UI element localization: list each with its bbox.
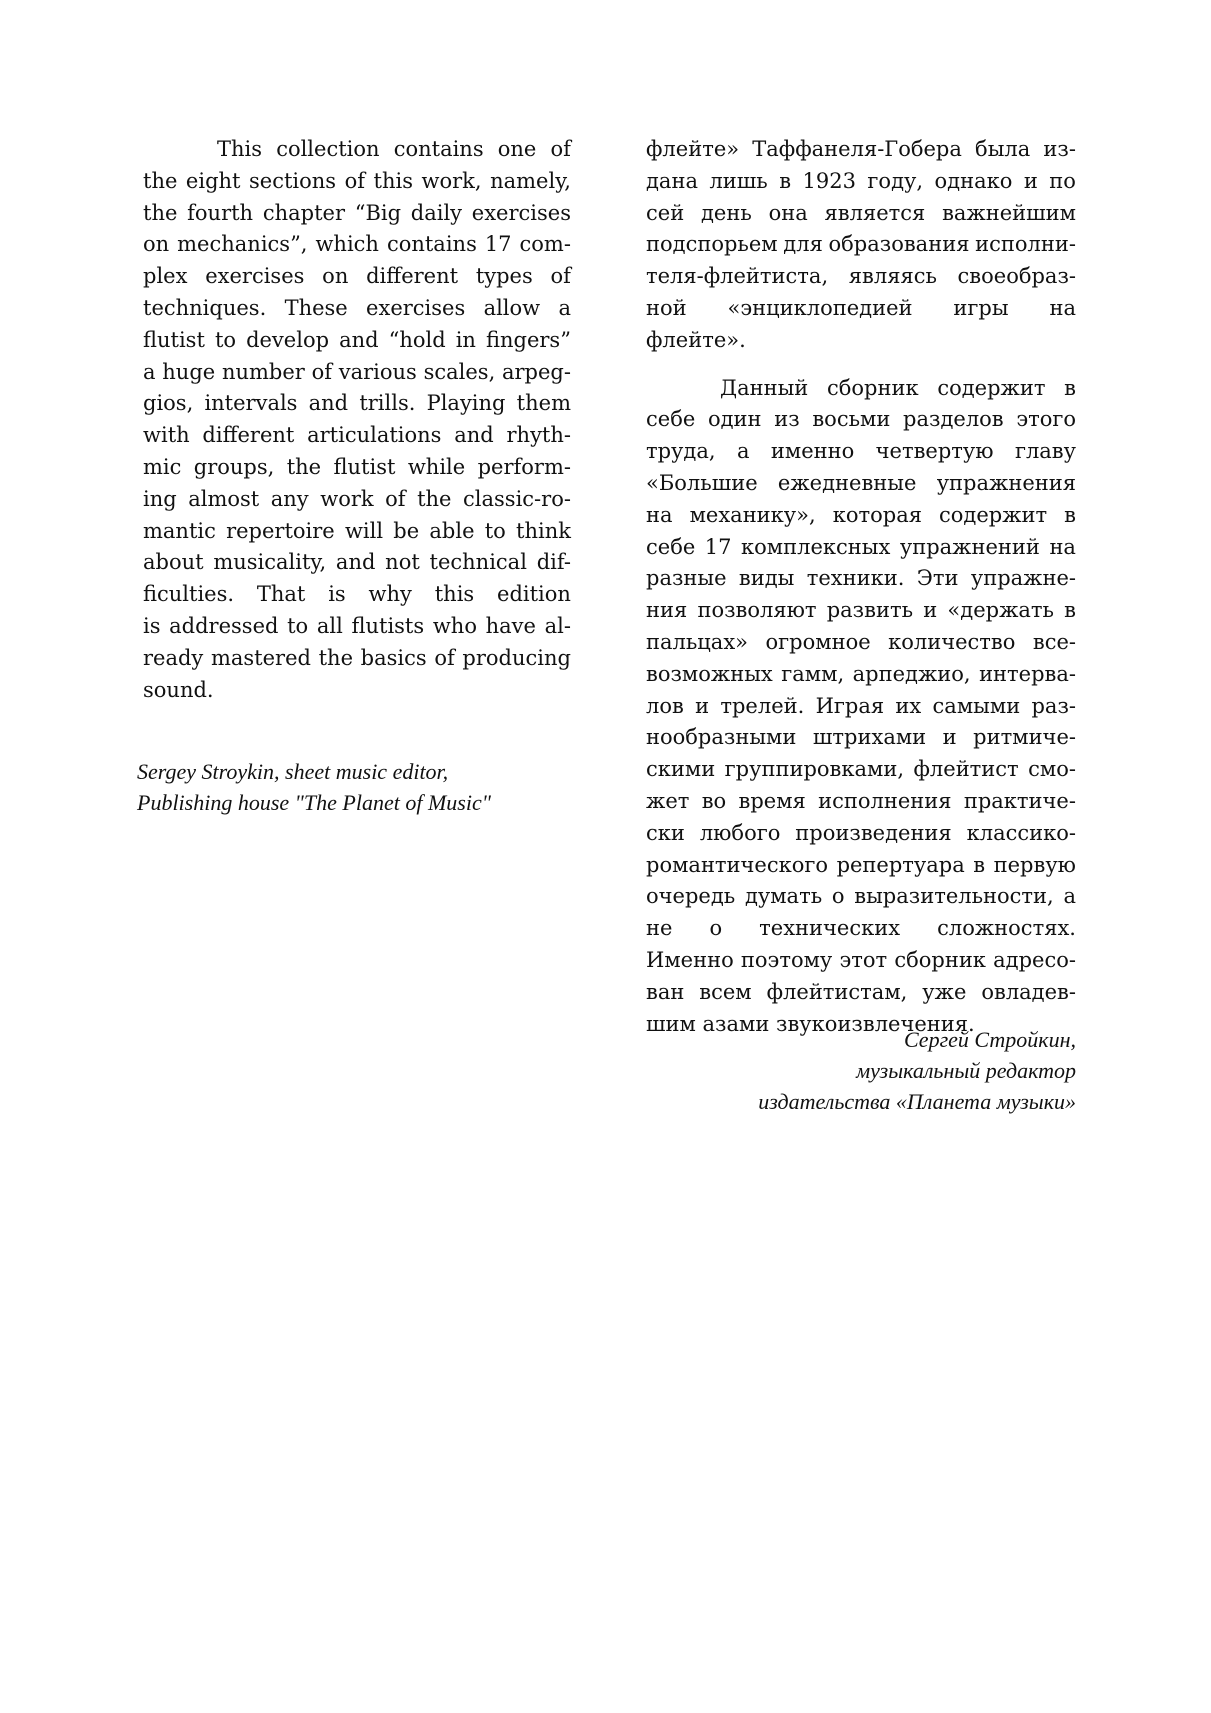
word: of: [550, 137, 571, 161]
word: Playing: [426, 391, 506, 416]
word: очередь: [646, 884, 736, 909]
word: ной: [646, 295, 687, 320]
word: техники.: [806, 566, 905, 591]
text-line: [143, 611, 571, 643]
word: время: [738, 788, 806, 813]
word: труда,: [646, 439, 716, 464]
text-line: [143, 643, 571, 675]
word: why: [368, 582, 412, 607]
word: the: [417, 486, 452, 511]
word: механику»,: [689, 502, 816, 527]
text-line: [143, 325, 571, 357]
word: восьми: [812, 407, 891, 432]
word: дана: [646, 168, 698, 193]
word: ежедневные: [777, 470, 917, 495]
word: This: [217, 137, 263, 161]
word: о: [709, 916, 723, 941]
word: игры: [953, 295, 1009, 320]
word: в: [779, 168, 792, 193]
word: different: [202, 423, 295, 448]
word: a: [558, 295, 571, 320]
text-line: [646, 945, 1076, 977]
word: этот: [839, 947, 888, 972]
word: лишь: [709, 168, 768, 193]
word: allow: [483, 295, 541, 320]
text-line: [143, 452, 571, 484]
word: to: [287, 613, 309, 638]
word: подспорьем: [646, 232, 778, 257]
word: to: [484, 518, 506, 543]
text-line: [143, 198, 571, 230]
word: Играя: [815, 693, 885, 718]
word: of: [385, 486, 406, 511]
word: of: [344, 168, 366, 193]
word: trills.: [359, 391, 416, 416]
word: теля-флейтиста,: [646, 264, 829, 289]
english-signature: [137, 756, 557, 818]
word: think: [516, 518, 571, 543]
word: исполнения: [818, 788, 952, 813]
text-line: [646, 563, 1076, 595]
text-line: [646, 166, 1076, 198]
word: 17: [484, 232, 512, 257]
text-line: [646, 261, 1076, 293]
word: 17: [704, 534, 732, 559]
text-line: [143, 166, 571, 198]
word: образования: [828, 232, 970, 257]
word: various: [338, 359, 417, 384]
word: первую: [993, 852, 1076, 877]
text-line: [143, 484, 571, 516]
word: to: [214, 327, 237, 352]
word: в: [1064, 502, 1076, 527]
word: different: [366, 264, 459, 289]
word: mechanics”,: [177, 232, 308, 257]
text-line: [143, 579, 571, 611]
word: develop: [246, 327, 330, 352]
word: ритмиче-: [973, 725, 1076, 750]
word: collection: [276, 137, 380, 161]
text-line: [143, 420, 571, 452]
word: in: [455, 327, 476, 352]
word: and: [454, 423, 494, 448]
text-line: [646, 468, 1076, 500]
word: году,: [867, 168, 924, 193]
word: овладев-: [981, 979, 1076, 1004]
text-line: sound.: [143, 677, 214, 702]
word: classic-ro-: [463, 486, 571, 511]
word: ready: [143, 645, 204, 670]
word: That: [256, 582, 306, 607]
word: groups,: [193, 454, 275, 479]
word: флейте»: [646, 137, 740, 161]
word: ing: [143, 486, 177, 511]
word: repertoire: [226, 518, 335, 543]
word: трелей.: [720, 693, 805, 718]
word: виды: [738, 566, 795, 591]
word: fingers”: [485, 327, 571, 352]
word: флейтистам,: [766, 979, 908, 1004]
word: содержит: [937, 375, 1046, 400]
word: of: [311, 359, 332, 384]
word: сей: [646, 200, 685, 225]
word: самыми: [932, 693, 1021, 718]
word: сложностях.: [937, 916, 1076, 941]
word: интерва-: [979, 661, 1076, 686]
word: из: [774, 407, 800, 432]
word: exercises: [471, 200, 571, 225]
word: четвертую: [875, 439, 994, 464]
word: арпеджио,: [852, 661, 971, 686]
word: with: [143, 423, 190, 448]
word: arpeg-: [502, 359, 571, 384]
word: the: [143, 200, 178, 225]
text-line: [646, 134, 1076, 166]
word: These: [284, 295, 348, 320]
word: жет: [646, 788, 690, 813]
word: главу: [1014, 439, 1076, 464]
word: флейтист: [913, 757, 1019, 782]
word: 1923: [802, 168, 856, 193]
word: на: [1049, 534, 1076, 559]
paragraph-gap: [646, 357, 1076, 373]
word: поэтому: [740, 947, 833, 972]
word: на: [1049, 295, 1076, 320]
word: on: [143, 232, 170, 257]
word: “hold: [388, 327, 446, 352]
word: о: [831, 884, 845, 909]
word: все-: [1032, 629, 1076, 654]
word: которая: [832, 502, 922, 527]
word: однако: [934, 168, 1013, 193]
word: work,: [421, 168, 482, 193]
word: для: [783, 232, 823, 257]
word: is: [328, 582, 346, 607]
word: and: [339, 327, 379, 352]
word: была: [975, 137, 1031, 161]
word: will: [344, 518, 384, 543]
word: have: [485, 613, 536, 638]
word: types: [475, 264, 533, 289]
word: думать: [744, 884, 823, 909]
word: любого: [699, 820, 781, 845]
word: лов: [646, 693, 684, 718]
word: а: [736, 439, 750, 464]
word: ски: [646, 820, 685, 845]
word: and: [308, 391, 349, 416]
text-line: [646, 818, 1076, 850]
signature-line: Publishing house "The Planet of Music": [137, 790, 491, 815]
word: “Big: [354, 200, 402, 225]
word: своеобраз-: [957, 264, 1076, 289]
word: flutist: [143, 327, 205, 352]
word: и: [942, 725, 957, 750]
word: во: [701, 788, 727, 813]
word: штрихами: [812, 725, 927, 750]
english-column: [143, 134, 571, 706]
word: является: [824, 200, 926, 225]
word: в: [1064, 598, 1076, 623]
word: techniques.: [143, 295, 267, 320]
word: al-: [544, 613, 571, 638]
word: и: [1023, 168, 1038, 193]
word: on: [322, 264, 349, 289]
word: flutists: [351, 613, 425, 638]
word: себе: [646, 534, 696, 559]
text-line: [646, 786, 1076, 818]
word: all: [316, 613, 343, 638]
russian-paragraph-1: [646, 134, 1076, 357]
word: contains: [386, 232, 477, 257]
word: по: [1049, 168, 1076, 193]
text-line: [143, 388, 571, 420]
word: себе: [646, 407, 696, 432]
word: раз-: [1031, 693, 1076, 718]
text-line: [646, 977, 1076, 1009]
word: группировками,: [724, 757, 905, 782]
word: which: [315, 232, 379, 257]
word: is: [143, 613, 161, 638]
word: about: [143, 550, 204, 575]
word: fourth: [187, 200, 254, 225]
word: упражнений: [899, 534, 1040, 559]
word: namely,: [490, 168, 571, 193]
word: уже: [922, 979, 967, 1004]
word: flutist: [333, 454, 396, 479]
word: gios,: [143, 391, 194, 416]
word: возможных: [646, 661, 773, 686]
text-line: [143, 261, 571, 293]
word: огромное: [765, 629, 871, 654]
word: them: [516, 391, 571, 416]
word: sections: [249, 168, 337, 193]
word: ван: [646, 979, 685, 1004]
word: contains: [393, 137, 484, 161]
russian-paragraph-2: [646, 373, 1076, 1041]
word: and: [335, 550, 376, 575]
word: ficulties.: [143, 582, 235, 607]
word: и: [923, 598, 938, 623]
word: «Большие: [646, 470, 758, 495]
word: на: [646, 502, 673, 527]
word: of: [434, 645, 455, 670]
signature-line: Sergey Stroykin, sheet music editor,: [137, 759, 449, 784]
word: «энциклопедией: [727, 295, 913, 320]
text-line: [646, 754, 1076, 786]
word: нообразными: [646, 725, 797, 750]
word: any: [270, 486, 309, 511]
word: not: [385, 550, 420, 575]
word: «держать: [947, 598, 1054, 623]
word: Эти: [916, 566, 959, 591]
word: развить: [826, 598, 914, 623]
word: plex: [143, 264, 188, 289]
word: выразительности,: [854, 884, 1054, 909]
word: chapter: [262, 200, 345, 225]
word: исполни-: [975, 232, 1076, 257]
word: Данный: [720, 375, 809, 400]
word: daily: [410, 200, 463, 225]
text-line: [646, 595, 1076, 627]
word: mantic: [143, 518, 216, 543]
word: this: [434, 582, 475, 607]
text-line: [646, 500, 1076, 532]
word: dif-: [536, 550, 571, 575]
word: work: [320, 486, 374, 511]
word: смо-: [1028, 757, 1076, 782]
word: и: [695, 693, 710, 718]
word: ния: [646, 598, 688, 623]
text-line: [143, 357, 571, 389]
text-line: [646, 722, 1076, 754]
word: разделов: [903, 407, 1004, 432]
word: разные: [646, 566, 727, 591]
text-line: [646, 373, 1076, 405]
word: exercises: [366, 295, 466, 320]
word: a: [143, 359, 156, 384]
word: она: [768, 200, 808, 225]
word: musicality,: [213, 550, 327, 575]
russian-signature: [620, 1024, 1076, 1117]
text-line: [143, 547, 571, 579]
word: пальцах»: [646, 629, 749, 654]
text-line: [646, 850, 1076, 882]
word: articulations: [307, 423, 442, 448]
text-line: [646, 881, 1076, 913]
word: их: [895, 693, 922, 718]
word: из-: [1043, 137, 1076, 161]
word: the: [286, 454, 322, 479]
word: комплексных: [741, 534, 891, 559]
text-line: [646, 627, 1076, 659]
word: one: [497, 137, 537, 161]
word: день: [700, 200, 752, 225]
word: be: [393, 518, 420, 543]
word: этого: [1016, 407, 1076, 432]
word: сборник: [827, 375, 919, 400]
word: произведения: [795, 820, 952, 845]
word: who: [432, 613, 477, 638]
word: basics: [360, 645, 427, 670]
word: mic: [143, 454, 182, 479]
word: perform-: [477, 454, 571, 479]
word: практиче-: [963, 788, 1076, 813]
text-line: [646, 229, 1076, 261]
text-line: [646, 691, 1076, 723]
word: exercises: [205, 264, 305, 289]
text-line: [646, 913, 1076, 945]
word: Таффанеля-Гобера: [752, 137, 962, 161]
text-line: [646, 404, 1076, 436]
word: com-: [519, 232, 571, 257]
word: упражне-: [970, 566, 1076, 591]
word: содержит: [939, 502, 1048, 527]
word: able: [429, 518, 475, 543]
word: while: [407, 454, 466, 479]
word: edition: [497, 582, 571, 607]
text-line: [646, 436, 1076, 468]
word: всем: [699, 979, 752, 1004]
word: technical: [429, 550, 527, 575]
word: именно: [770, 439, 855, 464]
word: the: [143, 168, 178, 193]
word: almost: [188, 486, 260, 511]
word: упражнения: [936, 470, 1076, 495]
word: mastered: [210, 645, 311, 670]
word: huge: [162, 359, 216, 384]
word: producing: [462, 645, 571, 670]
text-line: [143, 134, 571, 166]
text-line: [646, 293, 1076, 325]
word: позволяют: [697, 598, 817, 623]
word: гамм,: [781, 661, 845, 686]
word: of: [550, 264, 571, 289]
word: классико-: [966, 820, 1076, 845]
text-line: шим азами звукоизвлечения.: [646, 1011, 975, 1036]
text-line: [646, 659, 1076, 691]
word: технических: [759, 916, 901, 941]
signature-line: музыкальный редактор: [856, 1058, 1076, 1083]
word: the: [318, 645, 354, 670]
word: this: [373, 168, 413, 193]
word: а: [1063, 884, 1076, 909]
text-line: [143, 229, 571, 261]
russian-column: [646, 134, 1076, 1040]
word: number: [221, 359, 305, 384]
word: в: [1064, 375, 1076, 400]
word: addressed: [169, 613, 279, 638]
word: rhyth-: [506, 423, 571, 448]
signature-line: издательства «Планета музыки»: [758, 1089, 1076, 1114]
word: Именно: [646, 947, 734, 972]
text-line: [143, 516, 571, 548]
text-line: [646, 532, 1076, 564]
text-line: [646, 198, 1076, 230]
word: intervals: [204, 391, 298, 416]
word: репертуара: [836, 852, 965, 877]
word: количество: [888, 629, 1016, 654]
word: адресо-: [993, 947, 1076, 972]
word: один: [707, 407, 762, 432]
word: в: [973, 852, 986, 877]
word: scales,: [423, 359, 496, 384]
text-line: [143, 293, 571, 325]
word: являясь: [848, 264, 937, 289]
text-line: флейте».: [646, 327, 746, 352]
word: сборник: [894, 947, 986, 972]
word: eight: [185, 168, 241, 193]
word: скими: [646, 757, 716, 782]
word: романтического: [646, 852, 829, 877]
signature-line: Сергей Стройкин,: [903, 1027, 1076, 1052]
word: важнейшим: [942, 200, 1076, 225]
word: не: [646, 916, 673, 941]
